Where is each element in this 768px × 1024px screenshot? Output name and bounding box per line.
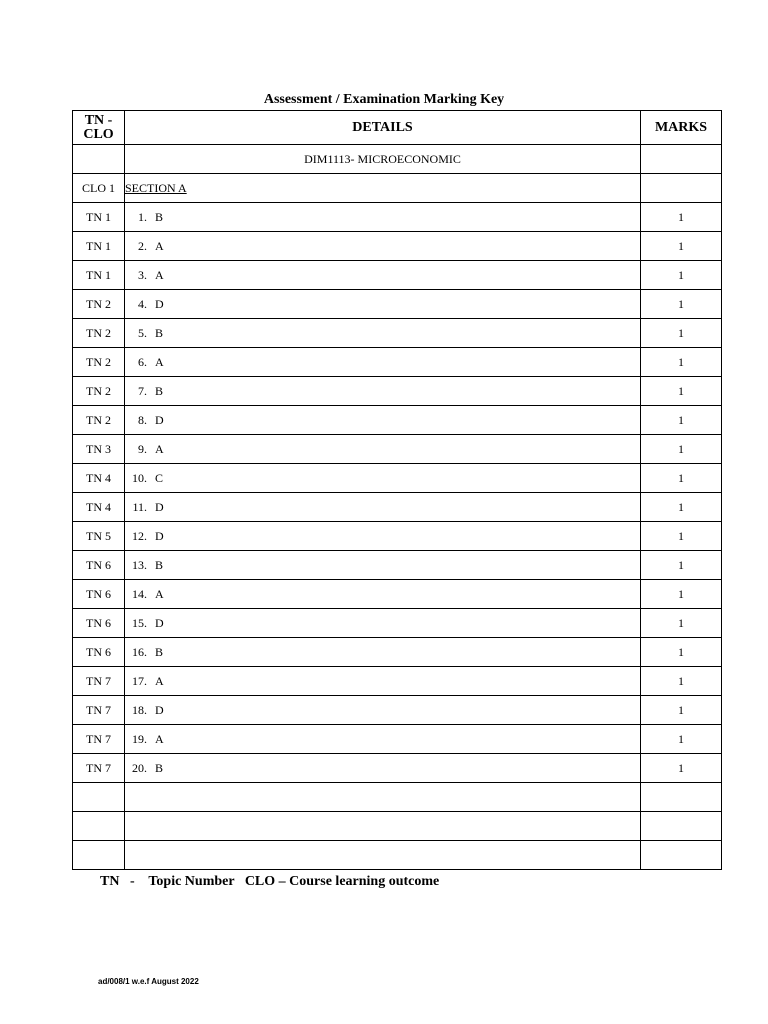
topic-number: TN 1 (73, 232, 125, 261)
topic-number: TN 7 (73, 754, 125, 783)
answer-detail (125, 406, 641, 435)
answer-letter: D (155, 702, 164, 717)
mark-value: 1 (641, 435, 722, 464)
topic-number: TN 7 (73, 696, 125, 725)
answer-row (73, 667, 722, 696)
topic-number: TN 1 (73, 203, 125, 232)
answer-row (73, 435, 722, 464)
clo-label: CLO 1 (73, 174, 125, 203)
answer-row (73, 232, 722, 261)
answer-row (73, 493, 722, 522)
course-row-empty-tn (73, 145, 125, 174)
answer-row (73, 406, 722, 435)
empty-cell (641, 841, 722, 870)
mark-value: 1 (641, 377, 722, 406)
mark-value: 1 (641, 725, 722, 754)
answer-letter: D (155, 615, 164, 630)
section-label: SECTION A (125, 180, 187, 195)
empty-cell (125, 812, 641, 841)
topic-number: TN 6 (73, 609, 125, 638)
topic-number: TN 3 (73, 435, 125, 464)
mark-value: 1 (641, 754, 722, 783)
question-number: 11. (132, 499, 147, 514)
answer-row (73, 290, 722, 319)
mark-value: 1 (641, 609, 722, 638)
answer-letter: D (155, 296, 164, 311)
answer-row (73, 754, 722, 783)
answer-detail (125, 464, 641, 493)
answer-detail (125, 754, 641, 783)
answer-row (73, 464, 722, 493)
answer-detail (125, 203, 641, 232)
marking-key-table (72, 110, 722, 870)
answer-detail (125, 348, 641, 377)
footer-code: ad/008/1 w.e.f August 2022 (98, 977, 199, 986)
mark-value: 1 (641, 667, 722, 696)
answer-letter: A (155, 673, 164, 688)
header-tn-line2: CLO (83, 126, 114, 142)
header-tn-clo (73, 111, 125, 145)
answer-detail (125, 551, 641, 580)
empty-cell (73, 812, 125, 841)
mark-value: 1 (641, 406, 722, 435)
legend-text: TN - Topic Number CLO – Course learning outcome (100, 874, 440, 889)
answer-detail (125, 609, 641, 638)
answer-row (73, 377, 722, 406)
mark-value: 1 (641, 638, 722, 667)
question-number: 4. (138, 296, 147, 311)
mark-value: 1 (641, 319, 722, 348)
question-number: 15. (132, 615, 147, 630)
mark-value: 1 (641, 348, 722, 377)
question-number: 16. (132, 644, 147, 659)
mark-value: 1 (641, 696, 722, 725)
empty-row (73, 812, 722, 841)
answer-letter: B (155, 209, 164, 224)
answer-letter: A (155, 731, 164, 746)
question-number: 1. (138, 209, 147, 224)
question-number: 9. (138, 441, 147, 456)
answer-detail (125, 232, 641, 261)
topic-number: TN 5 (73, 522, 125, 551)
answer-row (73, 638, 722, 667)
answer-row (73, 261, 722, 290)
course-row-empty-marks (641, 145, 722, 174)
answer-letter: D (155, 412, 164, 427)
question-number: 14. (132, 586, 147, 601)
topic-number: TN 7 (73, 725, 125, 754)
answer-letter: B (155, 383, 164, 398)
empty-cell (73, 783, 125, 812)
question-number: 6. (138, 354, 147, 369)
question-number: 5. (138, 325, 147, 340)
answer-detail (125, 667, 641, 696)
course-title: DIM1113- MICROECONOMIC (125, 145, 641, 174)
mark-value: 1 (641, 522, 722, 551)
answer-row (73, 696, 722, 725)
empty-cell (125, 841, 641, 870)
section-row-empty-marks (641, 174, 722, 203)
topic-number: TN 2 (73, 348, 125, 377)
question-number: 12. (132, 528, 147, 543)
empty-row (73, 783, 722, 812)
mark-value: 1 (641, 203, 722, 232)
answer-row (73, 725, 722, 754)
answer-letter: B (155, 760, 164, 775)
topic-number: TN 2 (73, 377, 125, 406)
empty-cell (73, 841, 125, 870)
topic-number: TN 2 (73, 406, 125, 435)
section-row (73, 174, 722, 203)
answer-detail (125, 522, 641, 551)
answer-detail (125, 638, 641, 667)
question-number: 2. (138, 238, 147, 253)
topic-number: TN 2 (73, 290, 125, 319)
answer-letter: D (155, 528, 164, 543)
topic-number: TN 6 (73, 580, 125, 609)
question-number: 8. (138, 412, 147, 427)
topic-number: TN 2 (73, 319, 125, 348)
topic-number: TN 4 (73, 464, 125, 493)
question-number: 19. (132, 731, 147, 746)
answer-letter: D (155, 499, 164, 514)
question-number: 20. (132, 760, 147, 775)
answer-letter: B (155, 557, 164, 572)
answer-letter: A (155, 441, 164, 456)
answer-detail (125, 435, 641, 464)
question-number: 17. (132, 673, 147, 688)
answer-letter: A (155, 267, 164, 282)
answer-row (73, 522, 722, 551)
answer-detail (125, 319, 641, 348)
answer-row (73, 551, 722, 580)
answer-letter: B (155, 644, 164, 659)
answer-detail (125, 290, 641, 319)
answer-detail (125, 580, 641, 609)
empty-cell (125, 783, 641, 812)
question-number: 13. (132, 557, 147, 572)
course-row (73, 145, 722, 174)
section-heading (125, 174, 641, 203)
answer-letter: A (155, 238, 164, 253)
header-details: DETAILS (125, 111, 641, 145)
answer-letter: C (155, 470, 164, 485)
topic-number: TN 1 (73, 261, 125, 290)
mark-value: 1 (641, 290, 722, 319)
topic-number: TN 4 (73, 493, 125, 522)
answer-letter: B (155, 325, 164, 340)
mark-value: 1 (641, 551, 722, 580)
topic-number: TN 6 (73, 551, 125, 580)
table-header-row (73, 111, 722, 145)
mark-value: 1 (641, 261, 722, 290)
question-number: 7. (138, 383, 147, 398)
empty-cell (641, 812, 722, 841)
empty-row (73, 841, 722, 870)
question-number: 10. (132, 470, 147, 485)
empty-cell (641, 783, 722, 812)
answer-row (73, 319, 722, 348)
answer-detail (125, 725, 641, 754)
mark-value: 1 (641, 580, 722, 609)
answer-row (73, 348, 722, 377)
topic-number: TN 7 (73, 667, 125, 696)
header-tn-line1: TN - (84, 112, 113, 128)
header-marks: MARKS (641, 111, 722, 145)
question-number: 18. (132, 702, 147, 717)
answer-row (73, 203, 722, 232)
answer-detail (125, 493, 641, 522)
answer-row (73, 609, 722, 638)
mark-value: 1 (641, 464, 722, 493)
question-number: 3. (138, 267, 147, 282)
answer-detail (125, 696, 641, 725)
mark-value: 1 (641, 232, 722, 261)
answer-detail (125, 377, 641, 406)
document-title: Assessment / Examination Marking Key (263, 92, 505, 107)
answer-letter: A (155, 586, 164, 601)
mark-value: 1 (641, 493, 722, 522)
answer-row (73, 580, 722, 609)
answer-letter: A (155, 354, 164, 369)
answer-detail (125, 261, 641, 290)
topic-number: TN 6 (73, 638, 125, 667)
